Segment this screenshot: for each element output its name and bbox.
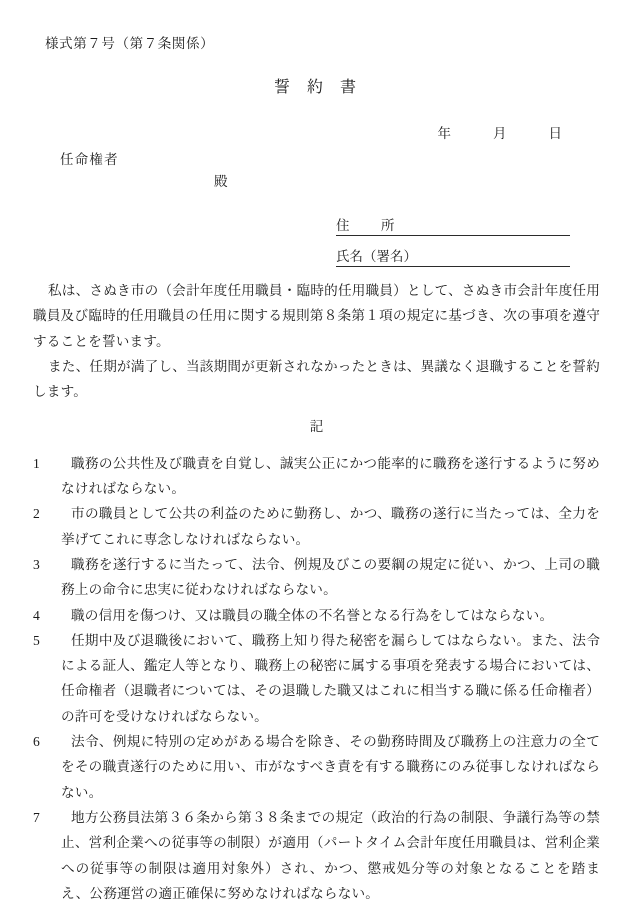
document-body xyxy=(33,278,600,903)
list-item-number: 3 xyxy=(33,556,40,572)
list-item xyxy=(33,805,600,903)
day-unit-label: 日 xyxy=(548,126,562,141)
address-row xyxy=(336,212,570,236)
list-item xyxy=(33,603,600,628)
list-item-text: 任期中及び退職後において、職務上知り得た秘密を漏らしてはならない。また、法令による証人、鑑定人等となり、職務上の秘密に属する事項を発表する場合においては、任命権者（退職者については、その退職した職又はこれに相当する職に係る任命権者）の許可を受けなければならない。 xyxy=(61,632,601,724)
list-item-text: 地方公務員法第３６条から第３８条までの規定（政治的行為の制限、争議行為等の禁止、営利企業への従事等の制限）が適用（パートタイム会計年度任用職員は、営利企業への従事等の制限は適用対象外）され、かつ、懲戒処分等の対象となることを踏まえ、公務運営の適正確保に努めなければならない。 xyxy=(61,809,600,901)
memo-heading: 記 xyxy=(309,419,324,435)
form-number: 様式第７号（第７条関係） xyxy=(45,36,215,51)
list-item-number: 5 xyxy=(33,632,40,648)
honorific-label: 殿 xyxy=(214,174,228,189)
body-paragraph: また、任期が満了し、当該期間が更新されなかったときは、異議なく退職することを誓約します。 xyxy=(33,358,600,400)
year-unit-label: 年 xyxy=(437,126,451,141)
page-title: 誓約書 xyxy=(273,79,373,96)
list-item-text: 職の信用を傷つけ、又は職員の職全体の不名誉となる行為をしてはならない。 xyxy=(71,607,554,623)
name-label: 氏名（署名） xyxy=(336,249,417,265)
list-item xyxy=(33,552,600,603)
list-item-text: 職務を遂行するに当たって、法令、例規及びこの要綱の規定に従い、かつ、上司の職務上の命令に忠実に従わなければならない。 xyxy=(61,556,600,598)
pledge-item-list xyxy=(33,440,600,903)
list-item-number: 2 xyxy=(33,506,40,522)
list-item-text: 法令、例規に特別の定めがある場合を除き、その勤務時間及び職務上の注意力の全てをその職責遂行のために用い、市がなすべき責を有する職務にのみ従事しなければならない。 xyxy=(61,734,600,800)
body-paragraph: 私は、さぬき市の（会計年度任用職員・臨時的任用職員）として、さぬき市会計年度任用職員及び臨時的任用職員の任用に関する規則第８条第１項の規定に基づき、次の事項を遵守することを誓います。 xyxy=(33,283,600,349)
list-item-text: 職務の公共性及び職責を自覚し、誠実公正にかつ能率的に職務を遂行するように努めなければならない。 xyxy=(61,455,600,497)
list-item-number: 6 xyxy=(33,734,40,750)
date-line xyxy=(0,122,562,142)
list-item xyxy=(33,501,600,552)
list-item-number: 1 xyxy=(33,455,40,471)
list-item-number: 7 xyxy=(33,809,40,825)
month-unit-label: 月 xyxy=(493,126,507,141)
list-item xyxy=(33,628,600,729)
list-item xyxy=(33,729,600,805)
appointer-label: 任命権者 xyxy=(60,152,119,167)
name-row xyxy=(336,243,570,267)
address-label: 住 所 xyxy=(336,218,404,234)
list-item-text: 市の職員として公共の利益のために勤務し、かつ、職務の遂行に当たっては、全力を挙げてこれに専念しなければならない。 xyxy=(61,506,600,547)
list-item xyxy=(33,451,600,502)
signature-block xyxy=(336,212,570,267)
list-item-number: 4 xyxy=(33,607,40,623)
